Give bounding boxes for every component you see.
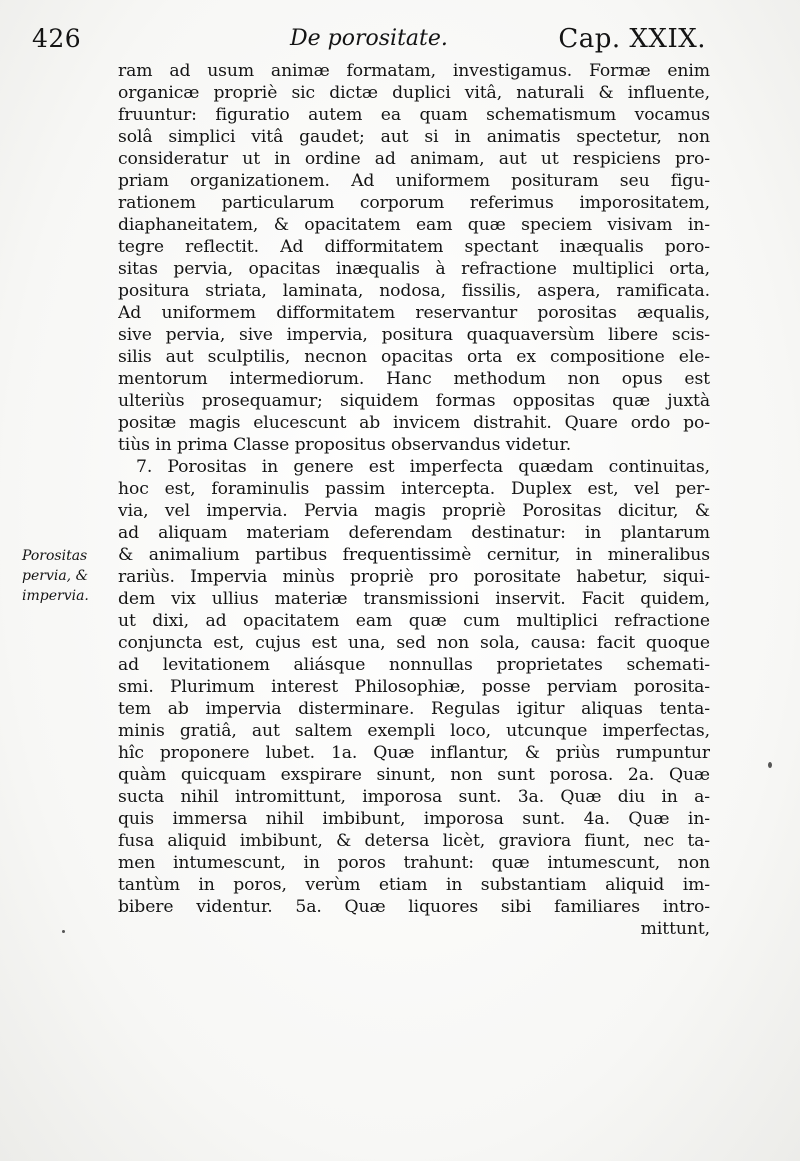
text-line: men intumescunt, in poros trahunt: quæ intumescunt, non bbox=[118, 853, 710, 873]
text-line: ad aliquam materiam deferendam destinatur: in plantarum bbox=[118, 523, 710, 543]
page-number: 426 bbox=[32, 24, 82, 53]
text-line: hoc est, foraminulis passim intercepta. Duplex est, vel per- bbox=[118, 479, 710, 499]
text-line: positæ magis elucescunt ab invicem distrahit. Quare ordo po- bbox=[118, 413, 710, 433]
text-line: fusa aliquid imbibunt, & detersa licèt, graviora fiunt, nec ta- bbox=[118, 831, 710, 851]
text-line: solâ simplici vitâ gaudet; aut si in animatis spectetur, non bbox=[118, 127, 710, 147]
text-line: minis gratiâ, aut saltem exempli loco, utcunque imperfectas, bbox=[118, 721, 710, 741]
text-line: Ad uniformem difformitatem reservantur porositas æqualis, bbox=[118, 303, 710, 323]
marginal-note-line: impervia. bbox=[22, 588, 89, 604]
body-text bbox=[118, 60, 710, 940]
text-line: silis aut sculptilis, necnon opacitas orta ex compositione ele- bbox=[118, 347, 710, 367]
marginal-note bbox=[22, 546, 112, 606]
text-line: 7. Porositas in genere est imperfecta quædam continuitas, bbox=[136, 457, 710, 477]
text-line: positura striata, laminata, nodosa, fissilis, aspera, ramificata. bbox=[118, 281, 710, 301]
text-line: consideratur ut in ordine ad animam, aut ut respiciens pro- bbox=[118, 149, 710, 169]
text-line: rationem particularum corporum referimus imporositatem, bbox=[118, 193, 710, 213]
text-line: ulteriùs prosequamur; siquidem formas oppositas quæ juxtà bbox=[118, 391, 710, 411]
text-line: sucta nihil intromittunt, imporosa sunt. 3a. Quæ diu in a- bbox=[118, 787, 710, 807]
text-line: ram ad usum animæ formatam, investigamus. Formæ enim bbox=[118, 61, 710, 81]
text-line: via, vel impervia. Pervia magis propriè Porositas dicitur, & bbox=[118, 501, 710, 521]
text-line: dem vix ullius materiæ transmissioni inservit. Facit quidem, bbox=[118, 589, 710, 609]
running-title: De porositate. bbox=[290, 26, 448, 51]
text-line: & animalium partibus frequentissimè cernitur, in mineralibus bbox=[118, 545, 710, 565]
text-line: priam organizationem. Ad uniformem posituram seu figu- bbox=[118, 171, 710, 191]
text-line: tantùm in poros, verùm etiam in substantiam aliquid im- bbox=[118, 875, 710, 895]
ink-speck bbox=[768, 762, 772, 768]
text-line: quis immersa nihil imbibunt, imporosa sunt. 4a. Quæ in- bbox=[118, 809, 710, 829]
ink-speck bbox=[62, 930, 65, 933]
text-line: hîc proponere lubet. 1a. Quæ inflantur, & priùs rumpuntur bbox=[118, 743, 710, 763]
text-line: bibere videntur. 5a. Quæ liquores sibi familiares intro- bbox=[118, 897, 710, 917]
text-line: conjuncta est, cujus est una, sed non sola, causa: facit quoque bbox=[118, 633, 710, 653]
catchword: mittunt, bbox=[640, 919, 710, 939]
marginal-note-line: Porositas bbox=[22, 548, 88, 564]
marginal-note-line: pervia, & bbox=[22, 568, 89, 584]
text-line: quàm quicquam exspirare sinunt, non sunt porosa. 2a. Quæ bbox=[118, 765, 710, 785]
chapter-heading: Cap. XXIX. bbox=[558, 24, 706, 54]
text-line: organicæ propriè sic dictæ duplici vitâ, naturali & influente, bbox=[118, 83, 710, 103]
text-line: tiùs in prima Classe propositus observandus videtur. bbox=[118, 435, 572, 455]
text-line: rariùs. Impervia minùs propriè pro porositate habetur, siqui- bbox=[118, 567, 710, 587]
text-line: tegre reflectit. Ad difformitatem spectant inæqualis poro- bbox=[118, 237, 710, 257]
text-line: ad levitationem aliásque nonnullas proprietates schemati- bbox=[118, 655, 710, 675]
text-line: sive pervia, sive impervia, positura quaquaversùm libere scis- bbox=[118, 325, 710, 345]
text-line: ut dixi, ad opacitatem eam quæ cum multiplici refractione bbox=[118, 611, 710, 631]
running-header bbox=[32, 22, 706, 58]
text-line: sitas pervia, opacitas inæqualis à refractione multiplici orta, bbox=[118, 259, 710, 279]
text-line: fruuntur: figuratio autem ea quam schematismum vocamus bbox=[118, 105, 710, 125]
text-line: mentorum intermediorum. Hanc methodum non opus est bbox=[118, 369, 710, 389]
text-line: tem ab impervia disterminare. Regulas igitur aliquas tenta- bbox=[118, 699, 710, 719]
text-line: smi. Plurimum interest Philosophiæ, posse perviam porosita- bbox=[118, 677, 710, 697]
text-line: diaphaneitatem, & opacitatem eam quæ speciem visivam in- bbox=[118, 215, 710, 235]
